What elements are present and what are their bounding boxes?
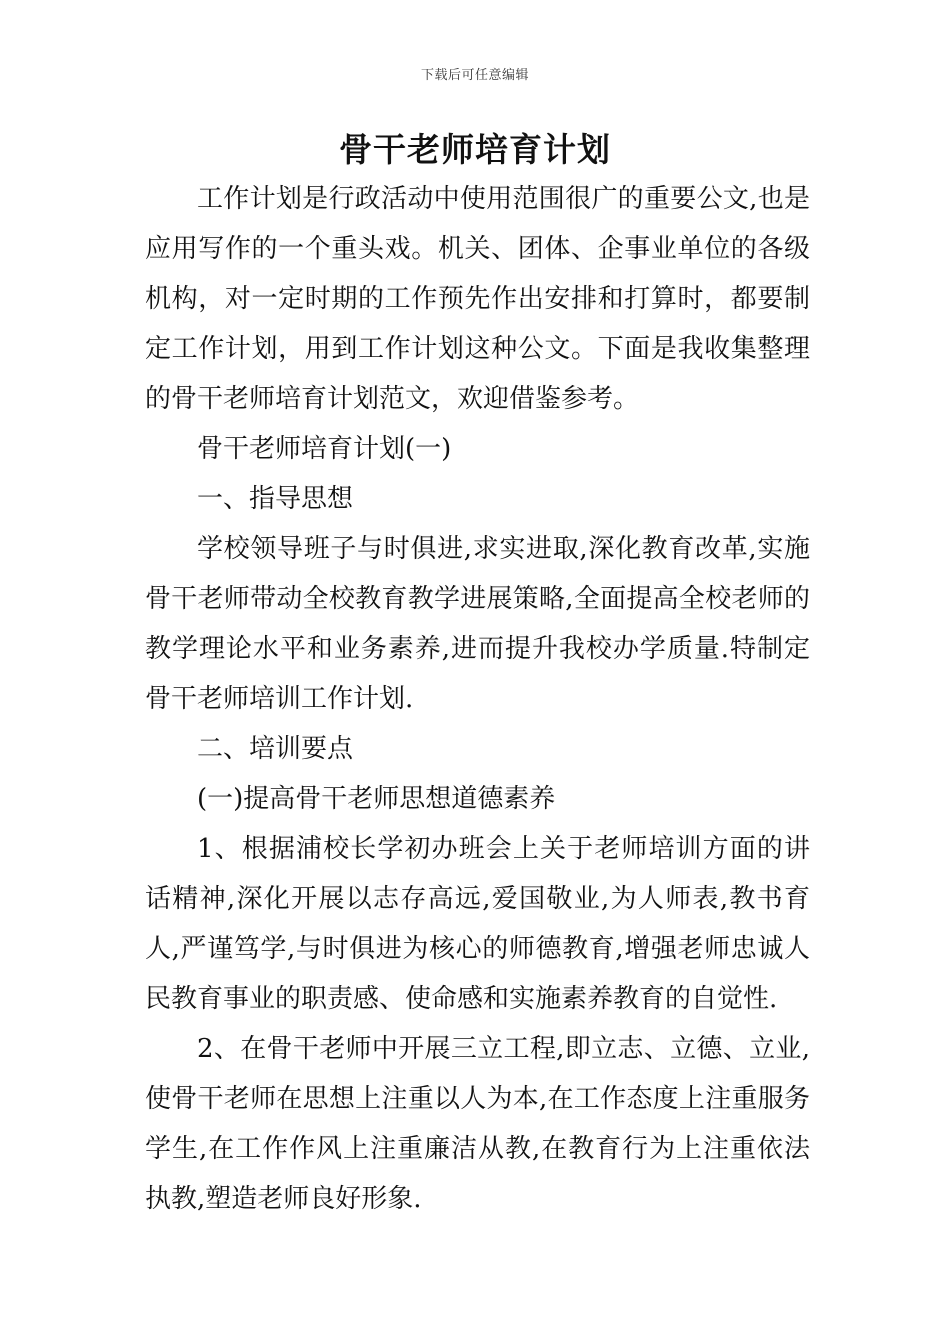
document-title: 骨干老师培育计划 [339, 130, 611, 169]
subsection-heading-moral-quality: (一)提高骨干老师思想道德素养 [197, 784, 556, 814]
section-heading-guiding-ideology: 一、指导思想 [197, 484, 354, 514]
section-heading-training-points: 二、培训要点 [197, 734, 354, 764]
intro-paragraph: 工作计划是行政活动中使用范围很广的重要公文,也是应用写作的一个重头戏。机关、团体、企事业单位的各级机构，对一定时期的工作预先作出安排和打算时，都要制定工作计划，用到工作计划这种公文。下面是我收集整理的骨干老师培育计划范文，欢迎借鉴参考。 [145, 184, 810, 414]
page-header-note: 下载后可任意编辑 [420, 68, 529, 83]
plan-subtitle: 骨干老师培育计划(一) [197, 434, 452, 464]
item-paragraph-1: 1、根据浦校长学初办班会上关于老师培训方面的讲话精神,深化开展以志存高远,爱国敬业,为人师表,教书育人,严谨笃学,与时俱进为核心的师德教育,增强老师忠诚人民教育事业的职责感、使命感和实施素养教育的自觉性. [145, 834, 810, 1014]
guiding-ideology-paragraph: 学校领导班子与时俱进,求实进取,深化教育改革,实施骨干老师带动全校教育教学进展策略,全面提高全校老师的教学理论水平和业务素养,进而提升我校办学质量.特制定骨干老师培训工作计划. [145, 534, 810, 714]
document-body [145, 174, 810, 1224]
item-paragraph-2: 2、在骨干老师中开展三立工程,即立志、立德、立业,使骨干老师在思想上注重以人为本,在工作态度上注重服务学生,在工作作风上注重廉洁从教,在教育行为上注重依法执教,塑造老师良好形象. [145, 1034, 810, 1214]
